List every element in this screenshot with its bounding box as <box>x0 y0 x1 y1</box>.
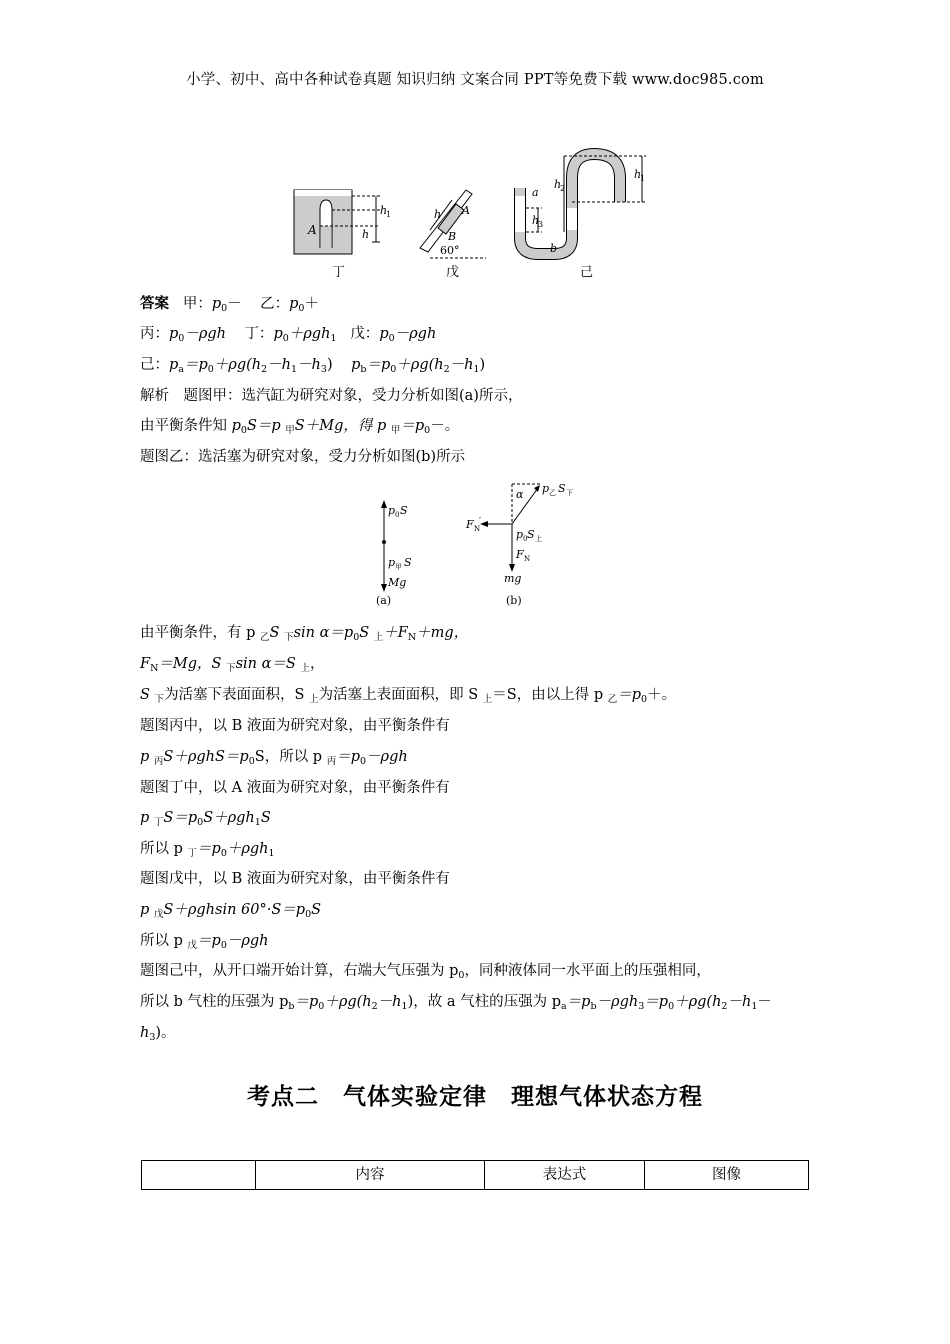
law-table <box>141 1160 809 1190</box>
page-header: 小学、初中、高中各种试卷真题 知识归纳 文案合同 PPT等免费下载 www.doc985.com <box>186 72 764 88</box>
ding-label-h1: h <box>380 204 388 217</box>
svg-text:S: S <box>527 528 535 541</box>
analysis-line-14: 所以 p $_戊=p_0-\rho gh$ <box>140 933 269 951</box>
wu-label-h: h <box>434 208 442 221</box>
svg-text:S: S <box>400 504 408 517</box>
ji-label-h3: h <box>532 214 540 227</box>
analysis-line-17: $h_3$)。 <box>140 1025 176 1043</box>
ji-label-h1: h <box>634 168 642 181</box>
ji-label-h1-sub: 1 <box>640 174 646 183</box>
svg-text:p: p <box>388 556 396 569</box>
svg-text:S: S <box>558 482 566 495</box>
answer-line-1: 答案 甲：$p_0-$ 乙：$p_0+$ <box>140 295 319 314</box>
table-header-cell: 内容 <box>256 1161 485 1190</box>
force-caption-b: (b) <box>506 594 522 607</box>
analysis-line-6: S $_下$为活塞下表面面积，S $_上$为活塞上表面面积，即 S $_上$＝S，由以上得 p $_乙=p_0+$。 <box>140 687 677 705</box>
analysis-line-3: 题图乙：选活塞为研究对象，受力分析如图(b)所示 <box>140 449 466 465</box>
svg-text:0: 0 <box>523 535 528 543</box>
analysis-line-7: 题图丙中，以 B 液面为研究对象，由平衡条件有 <box>140 718 450 734</box>
ji-label-h2: h <box>554 178 562 191</box>
svg-text:Mg: Mg <box>388 576 407 589</box>
svg-text:p: p <box>542 482 550 495</box>
wu-label-angle: 60° <box>440 244 460 257</box>
svg-text:乙: 乙 <box>549 489 556 497</box>
wu-label-b: B <box>448 230 457 243</box>
ji-label-h3-sub: 3 <box>538 220 544 229</box>
ji-caption: 己 <box>580 265 594 280</box>
analysis-line-15: 题图己中，从开口端开始计算，右端大气压强为 $p_0$，同种液体同一水平面上的压强相同， <box>140 963 711 981</box>
table-header-cell <box>142 1161 256 1190</box>
wu-label-a: A <box>462 204 470 217</box>
table-header-cell: 表达式 <box>485 1161 645 1190</box>
answer-label: 答案 <box>140 295 169 312</box>
analysis-line-5: $F_N=Mg$，S $_下$sin α＝S $_上$， <box>140 656 325 674</box>
table-header-cell: 图像 <box>645 1161 809 1190</box>
svg-text:F: F <box>516 548 524 561</box>
svg-text:0: 0 <box>395 511 400 519</box>
analysis-line-9: 题图丁中，以 A 液面为研究对象，由平衡条件有 <box>140 780 450 796</box>
ji-label-a: a <box>532 186 539 199</box>
svg-text:N: N <box>524 555 531 563</box>
analysis-line-1: 解析 题图甲：选汽缸为研究对象，受力分析如图(a)所示， <box>140 388 523 404</box>
analysis-line-12: 题图戊中，以 B 液面为研究对象，由平衡条件有 <box>140 871 450 887</box>
svg-text:α: α <box>516 488 524 501</box>
table-header-row <box>142 1161 809 1190</box>
svg-text:下: 下 <box>566 489 573 497</box>
answer-line-3: 己：$p_a=p_0+\rho g(h_2-h_1-h_3)$ $p_b=p_0+\rho g(h_2-h_1)$ <box>140 357 486 375</box>
ji-label-b: b <box>550 242 558 255</box>
ji-label-h2-sub: 2 <box>560 184 566 193</box>
svg-text:N: N <box>474 525 481 533</box>
analysis-line-11: 所以 p $_丁=p_0+\rho gh_1$ <box>140 841 275 859</box>
analysis-line-16: 所以 b 气柱的压强为 $p_b=p_0+\rho g(h_2-h_1)$，故 a 气柱的压强为 $p_a=p_b-\rho gh_3=p_0+\rho g(h_2-h_1-$ <box>140 994 772 1012</box>
force-diagram-a <box>376 500 412 607</box>
svg-text:p: p <box>516 528 524 541</box>
analysis-line-4: 由平衡条件，有 p $_乙$S $_下$sin $\alpha=p_0S$ $_上+F_N+mg$， <box>140 625 469 643</box>
force-caption-a: (a) <box>376 594 392 607</box>
force-diagram-b <box>465 482 573 607</box>
ding-label-a: A <box>308 223 317 237</box>
section-title: 考点二 气体实验定律 理想气体状态方程 <box>247 1084 703 1110</box>
analysis-line-8: p $_丙S+\rho ghS=p_0S$，所以 p $_丙=p_0-\rho gh$ <box>140 749 408 767</box>
figure-ji <box>515 154 646 280</box>
ding-caption: 丁 <box>332 265 346 280</box>
analysis-line-2: 由平衡条件知 $p_0S=p$ $_甲$S＋Mg，得 p $_甲=p_0-$。 <box>140 418 460 436</box>
ding-label-h1-sub: 1 <box>386 210 392 219</box>
svg-text:S: S <box>404 556 412 569</box>
figure-ding <box>294 190 391 280</box>
analysis-line-13: p $_戊$S＋ρghsin $60^\circ\cdot S=p_0S$ <box>140 902 322 920</box>
svg-text:甲: 甲 <box>395 563 402 571</box>
ding-label-h: h <box>362 228 370 241</box>
figure-wu <box>420 190 486 280</box>
figure-force-diagrams <box>350 478 600 610</box>
svg-text:mg: mg <box>504 572 522 585</box>
wu-caption: 戊 <box>446 265 460 280</box>
analysis-line-10: p $_丁S=p_0S+\rho gh_1S$ <box>140 810 271 828</box>
svg-text:′: ′ <box>479 517 482 527</box>
svg-text:上: 上 <box>535 535 542 543</box>
figure-ding-wu-ji <box>280 148 660 282</box>
answer-line-2: 丙：$p_0-\rho gh$ 丁：$p_0+\rho gh_1$ 戊：$p_0-\rho gh$ <box>140 326 437 344</box>
svg-text:F: F <box>466 518 474 531</box>
svg-text:p: p <box>388 504 396 517</box>
